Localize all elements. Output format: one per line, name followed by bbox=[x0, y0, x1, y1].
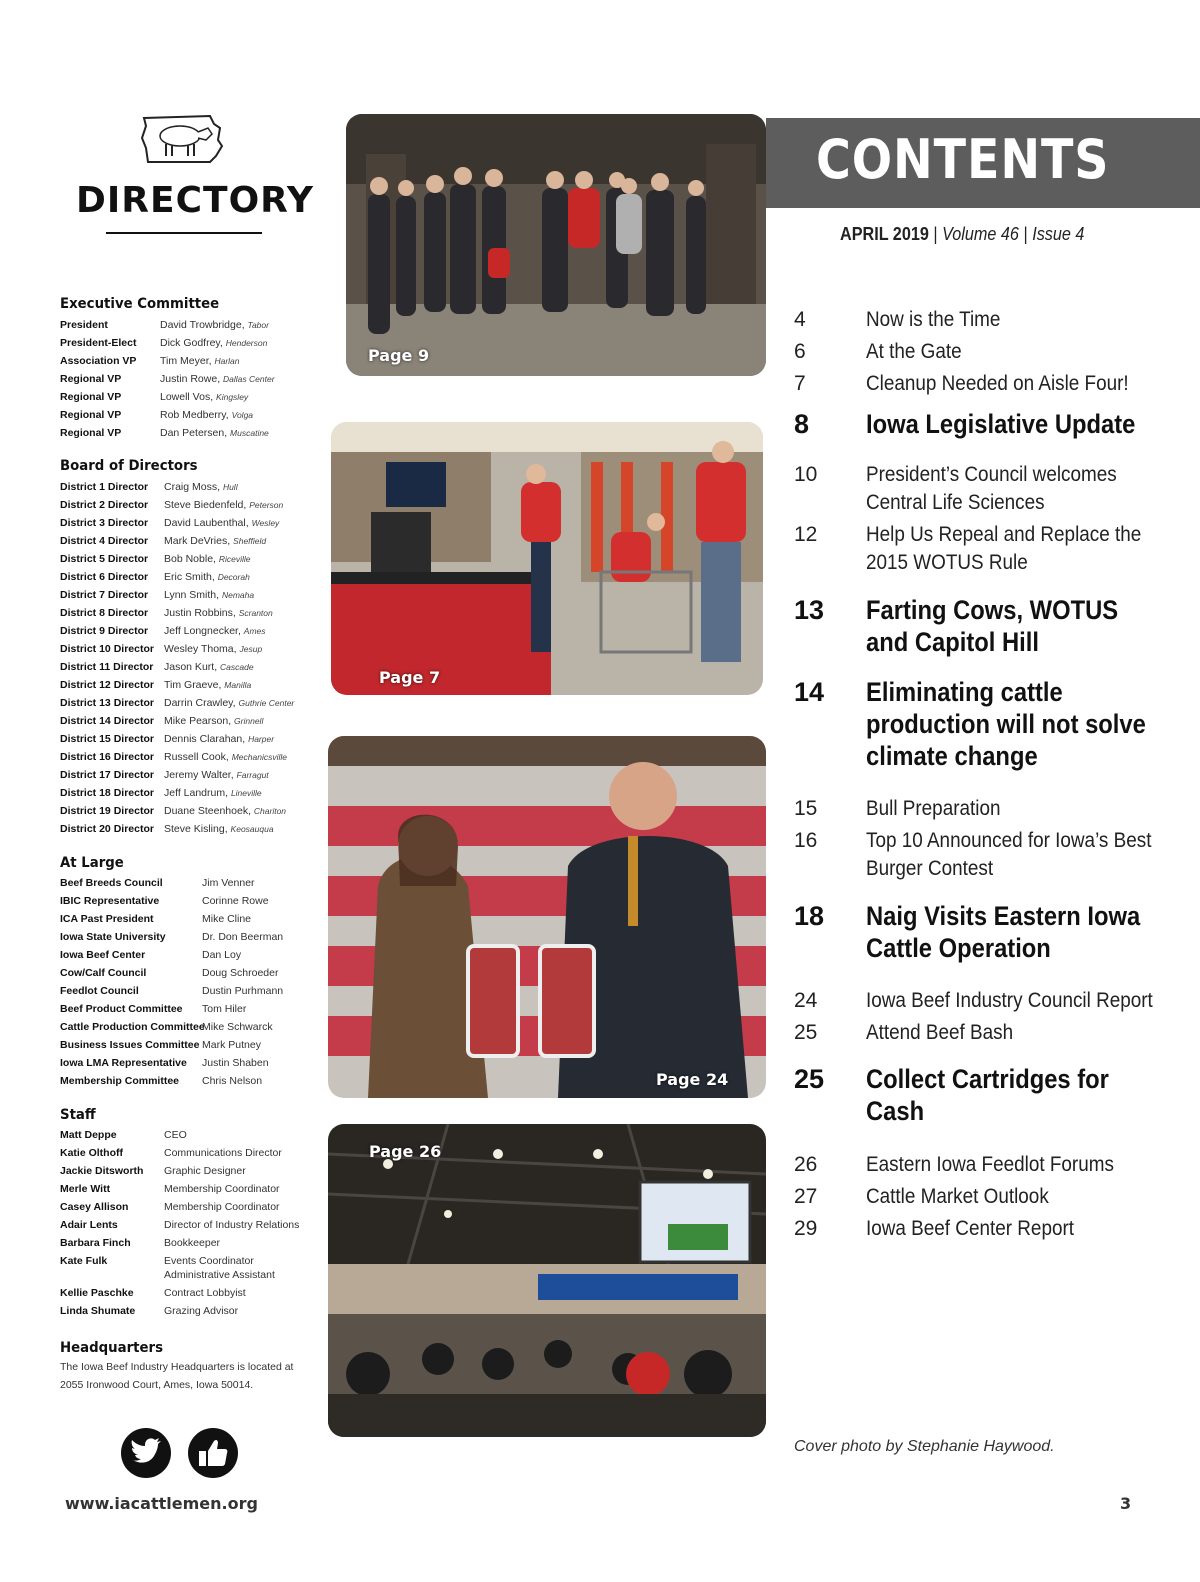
person-town: Decorah bbox=[217, 572, 250, 582]
toc-title: Cleanup Needed on Aisle Four! bbox=[866, 372, 1129, 395]
person-name: Director of Industry Relations bbox=[164, 1219, 300, 1231]
staff-heading: Staff bbox=[60, 1107, 96, 1123]
toc-page-number: 24 bbox=[794, 989, 818, 1012]
toc-title: Eastern Iowa Feedlot Forums bbox=[866, 1153, 1114, 1176]
directory-role: Association VP bbox=[60, 355, 137, 367]
directory-person bbox=[164, 496, 283, 514]
directory-role: District 6 Director bbox=[60, 571, 149, 583]
directory-person bbox=[164, 748, 287, 766]
person-name: CEO bbox=[164, 1129, 187, 1141]
directory-person bbox=[164, 784, 262, 802]
person-name: Jeremy Walter, bbox=[164, 769, 234, 781]
person-town: Tabor bbox=[247, 320, 269, 330]
toc-title: Farting Cows, WOTUS and Capitol Hill bbox=[866, 595, 1119, 657]
photo-meat-case bbox=[328, 736, 766, 1098]
issue-separator: | bbox=[1023, 224, 1028, 244]
board-of-directors-heading: Board of Directors bbox=[60, 458, 198, 474]
directory-role: District 17 Director bbox=[60, 769, 154, 781]
directory-job-title bbox=[164, 1234, 220, 1252]
person-town: Harlan bbox=[214, 356, 240, 366]
directory-job-title bbox=[164, 1198, 280, 1216]
person-name: Graphic Designer bbox=[164, 1165, 246, 1177]
directory-title: DIRECTORY bbox=[76, 180, 314, 221]
person-town: Nemaha bbox=[221, 590, 255, 600]
toc-title: Naig Visits Eastern Iowa Cattle Operation bbox=[866, 901, 1141, 963]
directory-role: Regional VP bbox=[60, 409, 122, 421]
person-name: Communications Director bbox=[164, 1147, 282, 1159]
person-town: Manilla bbox=[224, 680, 252, 690]
headquarters-heading: Headquarters bbox=[60, 1340, 164, 1356]
directory-role: District 3 Director bbox=[60, 517, 149, 529]
person-name: Mike Cline bbox=[202, 913, 252, 925]
toc-page-number: 12 bbox=[794, 523, 818, 546]
person-town: Chariton bbox=[253, 806, 287, 816]
person-town: Riceville bbox=[218, 554, 251, 564]
person-name: Bookkeeper bbox=[164, 1237, 221, 1249]
person-name: Dustin Purhmann bbox=[202, 985, 284, 997]
person-town: Ames bbox=[243, 626, 266, 636]
person-name: Corinne Rowe bbox=[202, 895, 269, 907]
directory-person: Kate Fulk bbox=[60, 1255, 108, 1267]
directory-role: District 7 Director bbox=[60, 589, 149, 601]
directory-person bbox=[164, 820, 274, 838]
directory-person: Merle Witt bbox=[60, 1183, 111, 1195]
person-name: Bob Noble, bbox=[164, 553, 216, 565]
directory-role: Feedlot Council bbox=[60, 985, 139, 997]
person-name: Steve Kisling, bbox=[164, 823, 228, 835]
executive-committee-heading: Executive Committee bbox=[60, 296, 220, 312]
person-name: Jason Kurt, bbox=[164, 661, 218, 673]
directory-person bbox=[202, 1018, 273, 1036]
directory-role: District 15 Director bbox=[60, 733, 154, 745]
toc-title: Top 10 Announced for Iowa’s Best Burger Contest bbox=[866, 829, 1152, 880]
directory-role: District 18 Director bbox=[60, 787, 154, 799]
person-name: Grazing Advisor bbox=[164, 1305, 239, 1317]
directory-person bbox=[202, 874, 255, 892]
directory-person: Adair Lents bbox=[60, 1219, 118, 1231]
directory-person bbox=[202, 1054, 269, 1072]
directory-divider bbox=[106, 232, 262, 234]
directory-role: District 11 Director bbox=[60, 661, 154, 673]
person-town: Jesup bbox=[239, 644, 263, 654]
directory-person bbox=[164, 802, 286, 820]
issue-info bbox=[840, 224, 1084, 245]
person-name: Dr. Don Beerman bbox=[202, 931, 284, 943]
directory-role: ICA Past President bbox=[60, 913, 154, 925]
directory-job-title bbox=[164, 1302, 238, 1320]
directory-person bbox=[164, 640, 262, 658]
toc-page-number: 4 bbox=[794, 308, 806, 331]
thumbs-up-icon[interactable] bbox=[188, 1428, 238, 1478]
directory-role: Iowa LMA Representative bbox=[60, 1057, 187, 1069]
iowa-cattle-logo-icon bbox=[140, 112, 224, 164]
person-name: Membership Coordinator bbox=[164, 1183, 280, 1195]
toc-title: Cattle Market Outlook bbox=[866, 1185, 1049, 1208]
directory-person: Jackie Ditsworth bbox=[60, 1165, 144, 1177]
person-town: Dallas Center bbox=[223, 374, 275, 384]
photo-checkout-counter bbox=[331, 422, 763, 695]
person-name: Lynn Smith, bbox=[164, 589, 220, 601]
directory-person bbox=[202, 946, 241, 964]
person-name: Mike Pearson, bbox=[164, 715, 232, 727]
person-name: Membership Coordinator bbox=[164, 1201, 280, 1213]
directory-person bbox=[164, 550, 251, 568]
directory-person bbox=[164, 514, 279, 532]
directory-role: Business Issues Committee bbox=[60, 1039, 200, 1051]
toc-title: Iowa Legislative Update bbox=[866, 409, 1136, 439]
directory-job-title bbox=[164, 1254, 314, 1282]
directory-person bbox=[164, 766, 269, 784]
toc-page-number: 14 bbox=[794, 677, 825, 707]
directory-person bbox=[164, 586, 254, 604]
person-name: Justin Shaben bbox=[202, 1057, 269, 1069]
toc-page-number: 29 bbox=[794, 1217, 818, 1240]
person-name: Wesley Thoma, bbox=[164, 643, 237, 655]
directory-role: Iowa Beef Center bbox=[60, 949, 146, 961]
directory-job-title bbox=[164, 1144, 282, 1162]
person-town: Muscatine bbox=[230, 428, 269, 438]
person-name: Dennis Clarahan, bbox=[164, 733, 246, 745]
person-name: Dan Loy bbox=[202, 949, 242, 961]
directory-person bbox=[164, 694, 294, 712]
contents-title: CONTENTS bbox=[816, 128, 1110, 191]
toc-page-number: 15 bbox=[794, 797, 818, 820]
toc-page-number: 26 bbox=[794, 1153, 818, 1176]
directory-person bbox=[164, 622, 266, 640]
directory-person bbox=[202, 928, 283, 946]
toc-title: Bull Preparation bbox=[866, 797, 1001, 820]
toc-title: Now is the Time bbox=[866, 308, 1001, 331]
page-number: 3 bbox=[1120, 1494, 1132, 1513]
person-town: Farragut bbox=[236, 770, 269, 780]
person-name: Darrin Crawley, bbox=[164, 697, 236, 709]
directory-role: President-Elect bbox=[60, 337, 137, 349]
issue-number: Issue 4 bbox=[1032, 224, 1085, 244]
person-name: Tim Meyer, bbox=[160, 355, 212, 367]
person-name: David Trowbridge, bbox=[160, 319, 245, 331]
person-town: Lineville bbox=[230, 788, 262, 798]
directory-role: District 1 Director bbox=[60, 481, 149, 493]
person-town: Sheffield bbox=[233, 536, 267, 546]
directory-role: Regional VP bbox=[60, 373, 122, 385]
toc-page-number: 27 bbox=[794, 1185, 818, 1208]
directory-person bbox=[202, 982, 283, 1000]
person-town: Henderson bbox=[225, 338, 268, 348]
person-name: Dick Godfrey, bbox=[160, 337, 223, 349]
directory-role: Iowa State University bbox=[60, 931, 166, 943]
directory-person: Barbara Finch bbox=[60, 1237, 131, 1249]
directory-person bbox=[164, 730, 274, 748]
person-name: Dan Petersen, bbox=[160, 427, 228, 439]
directory-person: Kellie Paschke bbox=[60, 1287, 134, 1299]
directory-person bbox=[164, 658, 254, 676]
directory-person bbox=[164, 676, 251, 694]
toc-page-number: 7 bbox=[794, 372, 806, 395]
directory-role: District 16 Director bbox=[60, 751, 154, 763]
toc-page-number: 13 bbox=[794, 595, 825, 625]
directory-role: District 13 Director bbox=[60, 697, 154, 709]
twitter-bird-icon[interactable] bbox=[121, 1428, 171, 1478]
toc-title: Collect Cartridges for Cash bbox=[866, 1064, 1109, 1126]
directory-role: District 9 Director bbox=[60, 625, 149, 637]
directory-person bbox=[164, 712, 263, 730]
photo-label-page-7: Page 7 bbox=[379, 668, 441, 687]
directory-person bbox=[202, 892, 269, 910]
person-town: Peterson bbox=[249, 500, 284, 510]
directory-job-title bbox=[164, 1162, 246, 1180]
person-name: Events Coordinator Administrative Assistant bbox=[164, 1255, 275, 1281]
at-large-heading: At Large bbox=[60, 855, 124, 871]
directory-role: Membership Committee bbox=[60, 1075, 180, 1087]
directory-role: District 5 Director bbox=[60, 553, 149, 565]
directory-job-title bbox=[164, 1284, 246, 1302]
person-name: Mark DeVries, bbox=[164, 535, 231, 547]
toc-title: At the Gate bbox=[866, 340, 962, 363]
person-name: Duane Steenhoek, bbox=[164, 805, 251, 817]
toc-title: Iowa Beef Center Report bbox=[866, 1217, 1075, 1240]
directory-role: Regional VP bbox=[60, 427, 122, 439]
person-name: Rob Medberry, bbox=[160, 409, 229, 421]
person-town: Hull bbox=[222, 482, 238, 492]
directory-role: District 20 Director bbox=[60, 823, 154, 835]
photo-label-page-9: Page 9 bbox=[368, 346, 430, 365]
toc-title: Help Us Repeal and Replace the 2015 WOTUS Rule bbox=[866, 523, 1142, 574]
photo-label-page-26: Page 26 bbox=[369, 1142, 442, 1161]
directory-person bbox=[202, 1072, 262, 1090]
photo-label-page-24: Page 24 bbox=[656, 1070, 729, 1089]
directory-person bbox=[160, 424, 269, 442]
directory-role: District 8 Director bbox=[60, 607, 149, 619]
toc-page-number: 18 bbox=[794, 901, 825, 931]
toc-title: Iowa Beef Industry Council Report bbox=[866, 989, 1153, 1012]
directory-person bbox=[160, 370, 275, 388]
toc-page-number: 25 bbox=[794, 1021, 818, 1044]
person-town: Volga bbox=[231, 410, 254, 420]
directory-person bbox=[202, 1036, 261, 1054]
issue-volume: Volume 46 bbox=[942, 224, 1019, 244]
person-name: Contract Lobbyist bbox=[164, 1287, 246, 1299]
directory-person bbox=[164, 478, 238, 496]
person-name: Mike Schwarck bbox=[202, 1021, 273, 1033]
person-town: Wesley bbox=[251, 518, 280, 528]
person-name: Mark Putney bbox=[202, 1039, 261, 1051]
directory-job-title bbox=[164, 1216, 299, 1234]
directory-person: Matt Deppe bbox=[60, 1129, 117, 1141]
cover-photo-credit: Cover photo by Stephanie Haywood. bbox=[794, 1438, 1055, 1455]
directory-person bbox=[160, 334, 267, 352]
toc-title: Eliminating cattle production will not solve climate change bbox=[866, 677, 1146, 771]
person-name: Justin Rowe, bbox=[160, 373, 221, 385]
directory-role: President bbox=[60, 319, 108, 331]
person-town: Scranton bbox=[238, 608, 273, 618]
toc-page-number: 8 bbox=[794, 409, 810, 439]
directory-person bbox=[202, 964, 278, 982]
person-name: Lowell Vos, bbox=[160, 391, 214, 403]
person-name: Eric Smith, bbox=[164, 571, 215, 583]
directory-person: Casey Allison bbox=[60, 1201, 129, 1213]
directory-role: Beef Product Committee bbox=[60, 1003, 183, 1015]
person-name: Tim Graeve, bbox=[164, 679, 222, 691]
directory-role: District 19 Director bbox=[60, 805, 154, 817]
person-name: Jeff Longnecker, bbox=[164, 625, 241, 637]
directory-job-title bbox=[164, 1126, 187, 1144]
toc-page-number: 25 bbox=[794, 1064, 825, 1094]
directory-role: IBIC Representative bbox=[60, 895, 160, 907]
person-town: Harper bbox=[248, 734, 275, 744]
directory-role: Beef Breeds Council bbox=[60, 877, 163, 889]
directory-person bbox=[160, 352, 240, 370]
directory-role: District 14 Director bbox=[60, 715, 154, 727]
person-town: Grinnell bbox=[234, 716, 264, 726]
directory-role: Regional VP bbox=[60, 391, 122, 403]
directory-person bbox=[164, 532, 266, 550]
directory-person bbox=[160, 406, 253, 424]
directory-role: Cow/Calf Council bbox=[60, 967, 147, 979]
photo-group-store bbox=[346, 114, 766, 376]
directory-person bbox=[202, 1000, 246, 1018]
toc-title: President’s Council welcomes Central Life Sciences bbox=[866, 463, 1117, 514]
directory-role: District 12 Director bbox=[60, 679, 154, 691]
person-name: Jeff Landrum, bbox=[164, 787, 229, 799]
toc-page-number: 6 bbox=[794, 340, 806, 363]
toc-title: Attend Beef Bash bbox=[866, 1021, 1014, 1044]
directory-role: Cattle Production Committee bbox=[60, 1021, 205, 1033]
person-name: Chris Nelson bbox=[202, 1075, 263, 1087]
photo-feedlot-forum bbox=[328, 1124, 766, 1437]
person-town: Cascade bbox=[220, 662, 254, 672]
directory-person bbox=[160, 316, 269, 334]
person-town: Keosauqua bbox=[230, 824, 274, 834]
directory-job-title bbox=[164, 1180, 280, 1198]
directory-person: Katie Olthoff bbox=[60, 1147, 123, 1159]
person-name: Tom Hiler bbox=[202, 1003, 247, 1015]
directory-person: Linda Shumate bbox=[60, 1305, 136, 1317]
person-name: Steve Biedenfeld, bbox=[164, 499, 247, 511]
directory-role: District 2 Director bbox=[60, 499, 149, 511]
person-name: Jim Venner bbox=[202, 877, 255, 889]
directory-person bbox=[202, 910, 251, 928]
directory-person bbox=[160, 388, 248, 406]
person-name: Russell Cook, bbox=[164, 751, 229, 763]
person-town: Guthrie Center bbox=[238, 698, 295, 708]
directory-role: District 4 Director bbox=[60, 535, 149, 547]
issue-date: APRIL 2019 bbox=[840, 224, 929, 244]
person-name: Doug Schroeder bbox=[202, 967, 279, 979]
website-url[interactable]: www.iacattlemen.org bbox=[65, 1494, 258, 1513]
person-name: Craig Moss, bbox=[164, 481, 221, 493]
toc-page-number: 10 bbox=[794, 463, 818, 486]
person-town: Mechanicsville bbox=[231, 752, 287, 762]
headquarters-address: The Iowa Beef Industry Headquarters is located at 2055 Ironwood Court, Ames, Iowa 50014. bbox=[60, 1361, 294, 1391]
directory-person bbox=[164, 568, 250, 586]
directory-person bbox=[164, 604, 273, 622]
issue-separator: | bbox=[933, 224, 938, 244]
person-name: David Laubenthal, bbox=[164, 517, 249, 529]
toc-page-number: 16 bbox=[794, 829, 818, 852]
person-town: Kingsley bbox=[216, 392, 249, 402]
directory-role: District 10 Director bbox=[60, 643, 154, 655]
person-name: Justin Robbins, bbox=[164, 607, 236, 619]
